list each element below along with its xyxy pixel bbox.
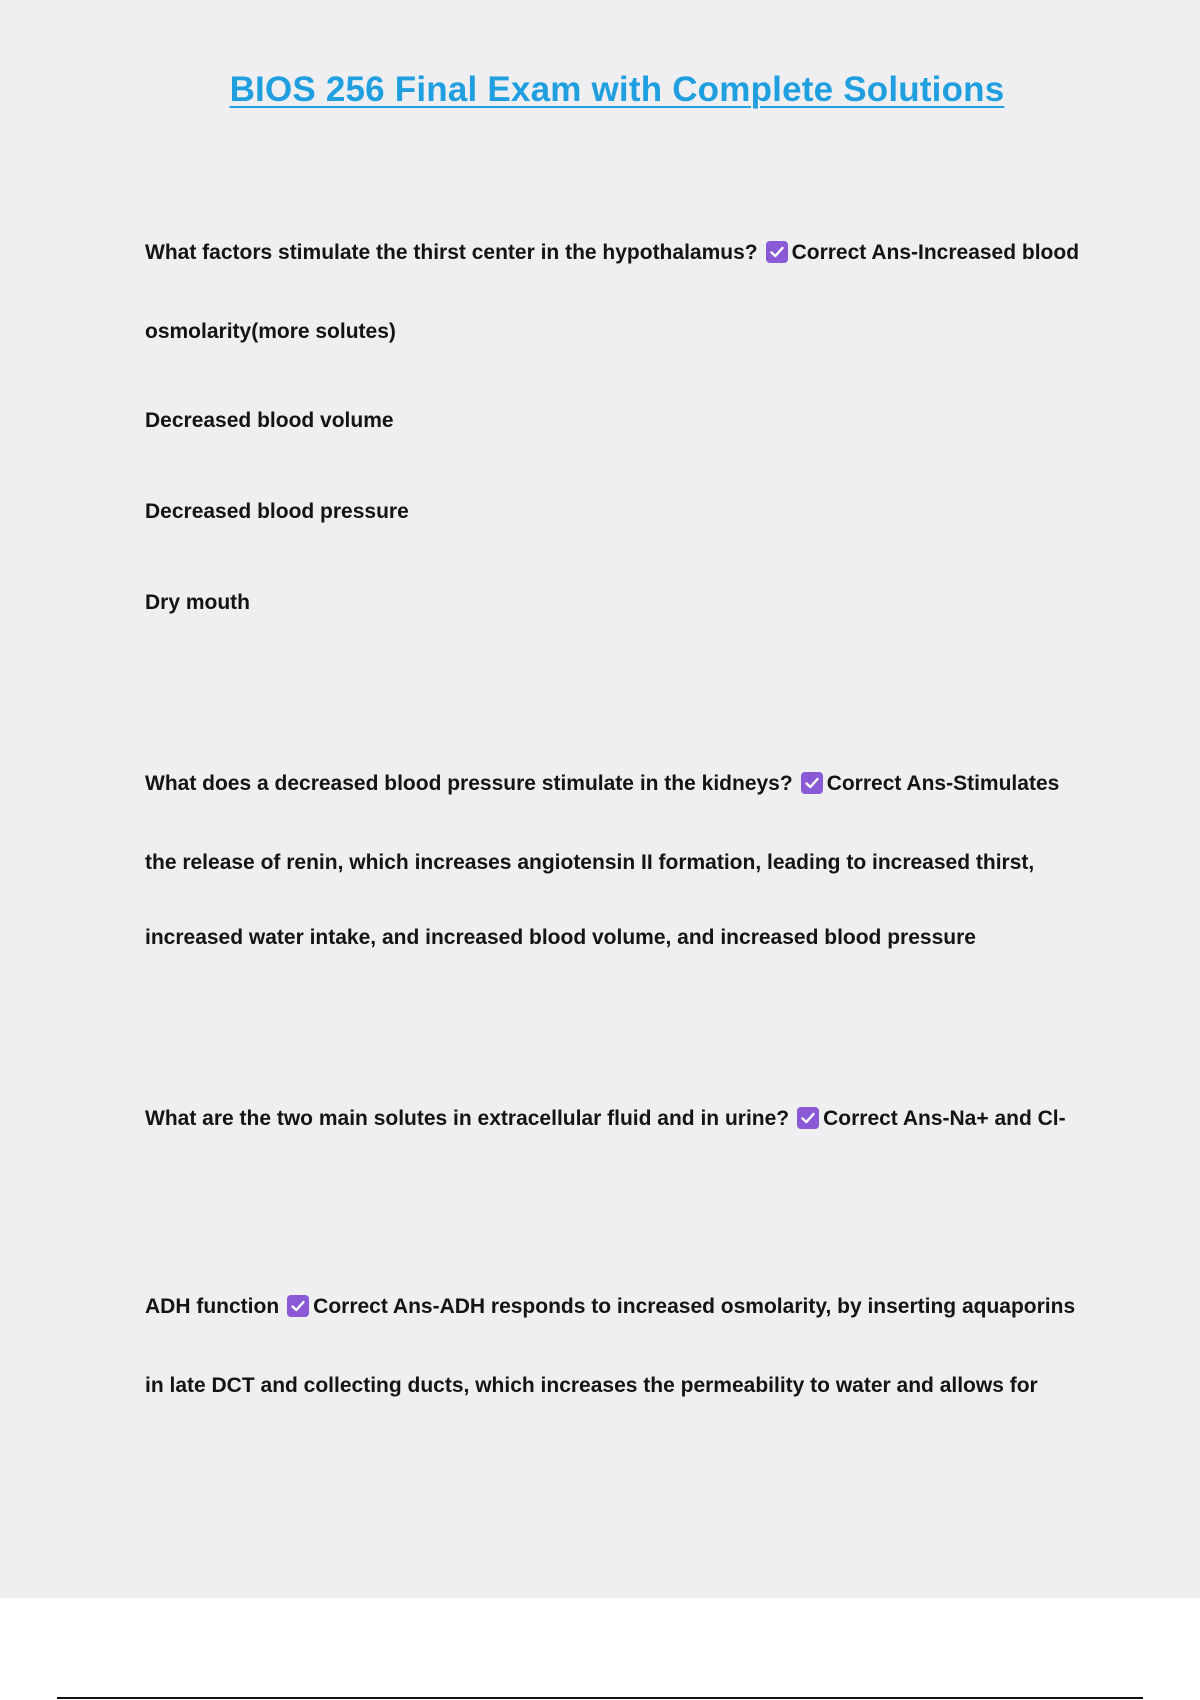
answer-line: Decreased blood volume: [145, 409, 394, 432]
checkbox-checked-icon: [766, 241, 788, 263]
answer-text: Correct Ans-Na+ and Cl-: [823, 1107, 1066, 1130]
qa-question-line: [145, 239, 1079, 267]
answer-line: in late DCT and collecting ducts, which increases the permeability to water and allows for: [145, 1374, 1038, 1397]
answer-line: Dry mouth: [145, 591, 250, 614]
qa-question-line: [145, 770, 1059, 798]
question-text: What does a decreased blood pressure stimulate in the kidneys?: [145, 772, 793, 795]
answer-line: increased water intake, and increased blood volume, and increased blood pressure: [145, 926, 976, 949]
document-title: BIOS 256 Final Exam with Complete Solutions: [229, 70, 1005, 109]
checkbox-checked-icon: [801, 772, 823, 794]
answer-text: Correct Ans-Increased blood: [791, 241, 1080, 264]
answer-line: the release of renin, which increases angiotensin II formation, leading to increased thirst,: [145, 851, 1035, 874]
answer-text: Correct Ans-Stimulates: [826, 772, 1060, 795]
qa-question-line: [145, 1293, 1075, 1321]
footer-divider: [57, 1697, 1143, 1699]
qa-question-line: [145, 1105, 1066, 1133]
answer-text: Correct Ans-ADH responds to increased osmolarity, by inserting aquaporins: [313, 1295, 1076, 1318]
question-text: ADH function: [145, 1295, 280, 1318]
checkbox-checked-icon: [287, 1295, 309, 1317]
answer-line: Decreased blood pressure: [145, 500, 409, 523]
question-text: What factors stimulate the thirst center in the hypothalamus?: [145, 241, 758, 264]
checkbox-checked-icon: [797, 1107, 819, 1129]
question-text: What are the two main solutes in extracellular fluid and in urine?: [145, 1107, 790, 1130]
answer-line: osmolarity(more solutes): [145, 320, 396, 343]
